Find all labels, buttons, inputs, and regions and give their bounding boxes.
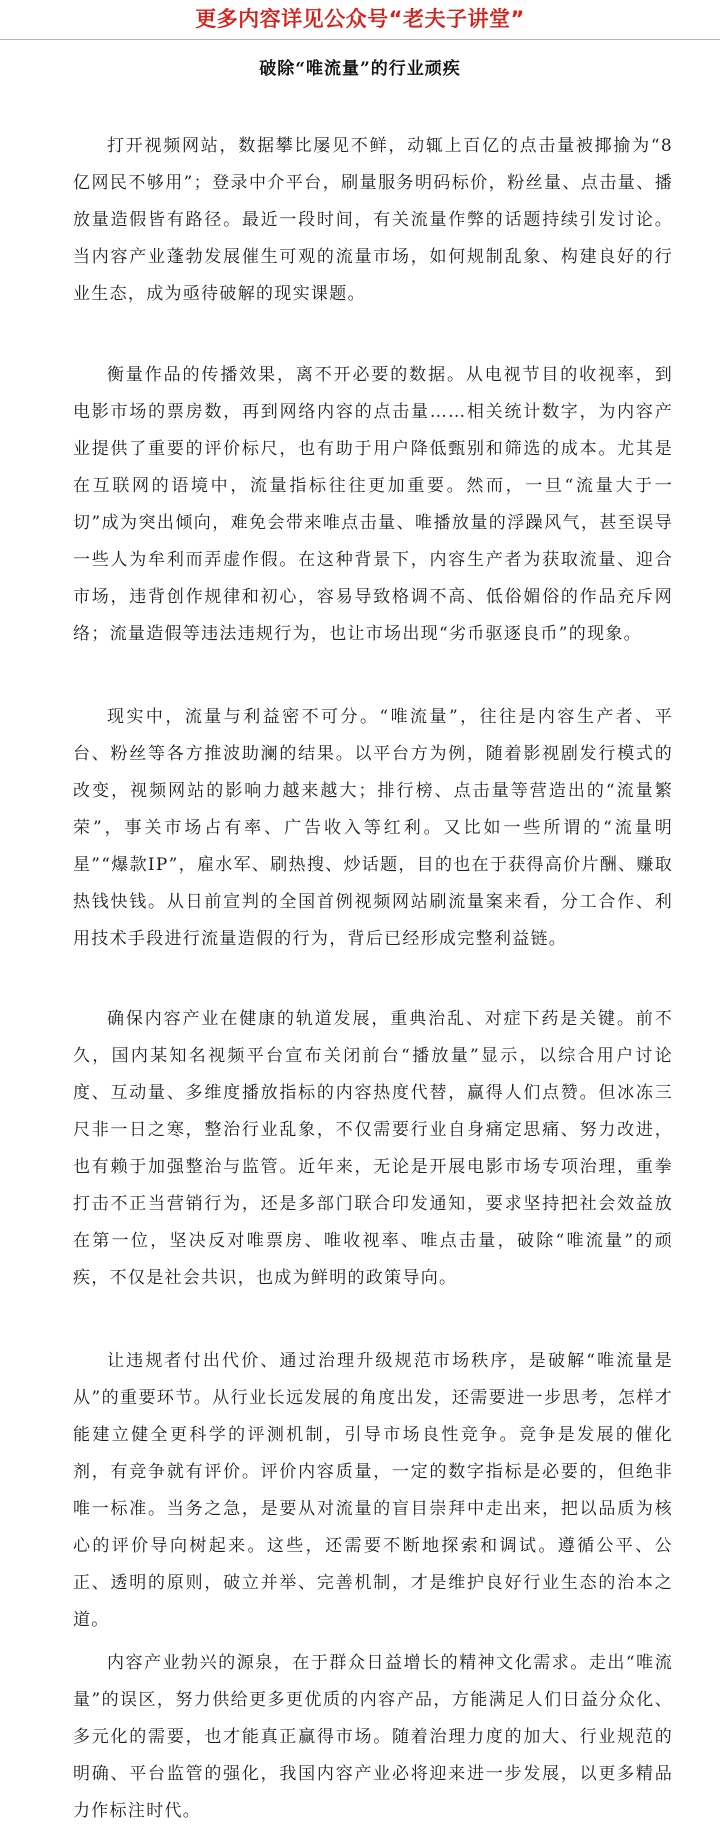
article-paragraph: 内容产业勃兴的源泉，在于群众日益增长的精神文化需求。走出“唯流量”的误区，努力供给更多更优质的内容产品，方能满足人们日益分众化、多元化的需要，也才能真正赢得市场。随着治理力度的加大、行业规范的明确、平台监管的强化，我国内容产业必将迎来进一步发展，以更多精品力作标注时代。 bbox=[73, 1653, 673, 1821]
article-paragraph: 让违规者付出代价、通过治理升级规范市场秩序，是破解“唯流量是从”的重要环节。从行业长远发展的角度出发，还需要进一步思考，怎样才能建立健全更科学的评测机制，引导市场良性竞争。竞争是发展的催化剂，有竞争就有评价。评价内容质量，一定的数字指标是必要的，但绝非唯一标准。当务之急，是要从对流量的盲目崇拜中走出来，把以品质为核心的评价导向树起来。这些，还需要不断地探索和调试。遵循公平、公正、透明的原则，破立并举、完善机制，才是维护良好行业生态的治本之道。 bbox=[73, 1351, 673, 1630]
article-paragraph: 确保内容产业在健康的轨道发展，重典治乱、对症下药是关键。前不久，国内某知名视频平台宣布关闭前台“播放量”显示，以综合用户讨论度、互动量、多维度播放指标的内容热度代替，赢得人们点赞。但冰冻三尺非一日之寒，整治行业乱象，不仅需要行业自身痛定思痛、努力改进，也有赖于加强整治与监管。近年来，无论是开展电影市场专项治理，重拳打击不正当营销行为，还是多部门联合印发通知，要求坚持把社会效益放在第一位，坚决反对唯票房、唯收视率、唯点击量，破除“唯流量”的顽疾，不仅是社会共识，也成为鲜明的政策导向。 bbox=[73, 1009, 673, 1288]
article-paragraph: 打开视频网站，数据攀比屡见不鲜，动辄上百亿的点击量被揶揄为“8亿网民不够用”；登录中介平台，刷量服务明码标价，粉丝量、点击量、播放量造假皆有路径。最近一段时间，有关流量作弊的话题持续引发讨论。当内容产业蓬勃发展催生可观的流量市场，如何规制乱象、构建良好的行业生态，成为亟待破解的现实课题。 bbox=[73, 136, 673, 304]
promo-banner bbox=[0, 0, 720, 40]
promo-text: 更多内容详见公众号“老夫子讲堂” bbox=[195, 7, 525, 31]
article-paragraph: 现实中，流量与利益密不可分。“唯流量”，往往是内容生产者、平台、粉丝等各方推波助澜的结果。以平台方为例，随着影视剧发行模式的改变，视频网站的影响力越来越大；排行榜、点击量等营造出的“流量繁荣”，事关市场占有率、广告收入等红利。又比如一些所谓的“流量明星”“爆款IP”，雇水军、刷热搜、炒话题，目的也在于获得高价片酬、赚取热钱快钱。从日前宣判的全国首例视频网站刷流量案来看，分工合作、利用技术手段进行流量造假的行为，背后已经形成完整利益链。 bbox=[73, 707, 673, 949]
article-title: 破除“唯流量”的行业顽疾 bbox=[259, 59, 461, 79]
article-paragraph: 衡量作品的传播效果，离不开必要的数据。从电视节目的收视率，到电影市场的票房数，再到网络内容的点击量……相关统计数字，为内容产业提供了重要的评价标尺，也有助于用户降低甄别和筛选的成本。尤其是在互联网的语境中，流量指标往往更加重要。然而，一旦“流量大于一切”成为突出倾向，难免会带来唯点击量、唯播放量的浮躁风气，甚至误导一些人为牟利而弄虚作假。在这种背景下，内容生产者为获取流量、迎合市场，违背创作规律和初心，容易导致格调不高、低俗媚俗的作品充斥网络；流量造假等违法违规行为，也让市场出现“劣币驱逐良币”的现象。 bbox=[73, 365, 673, 644]
